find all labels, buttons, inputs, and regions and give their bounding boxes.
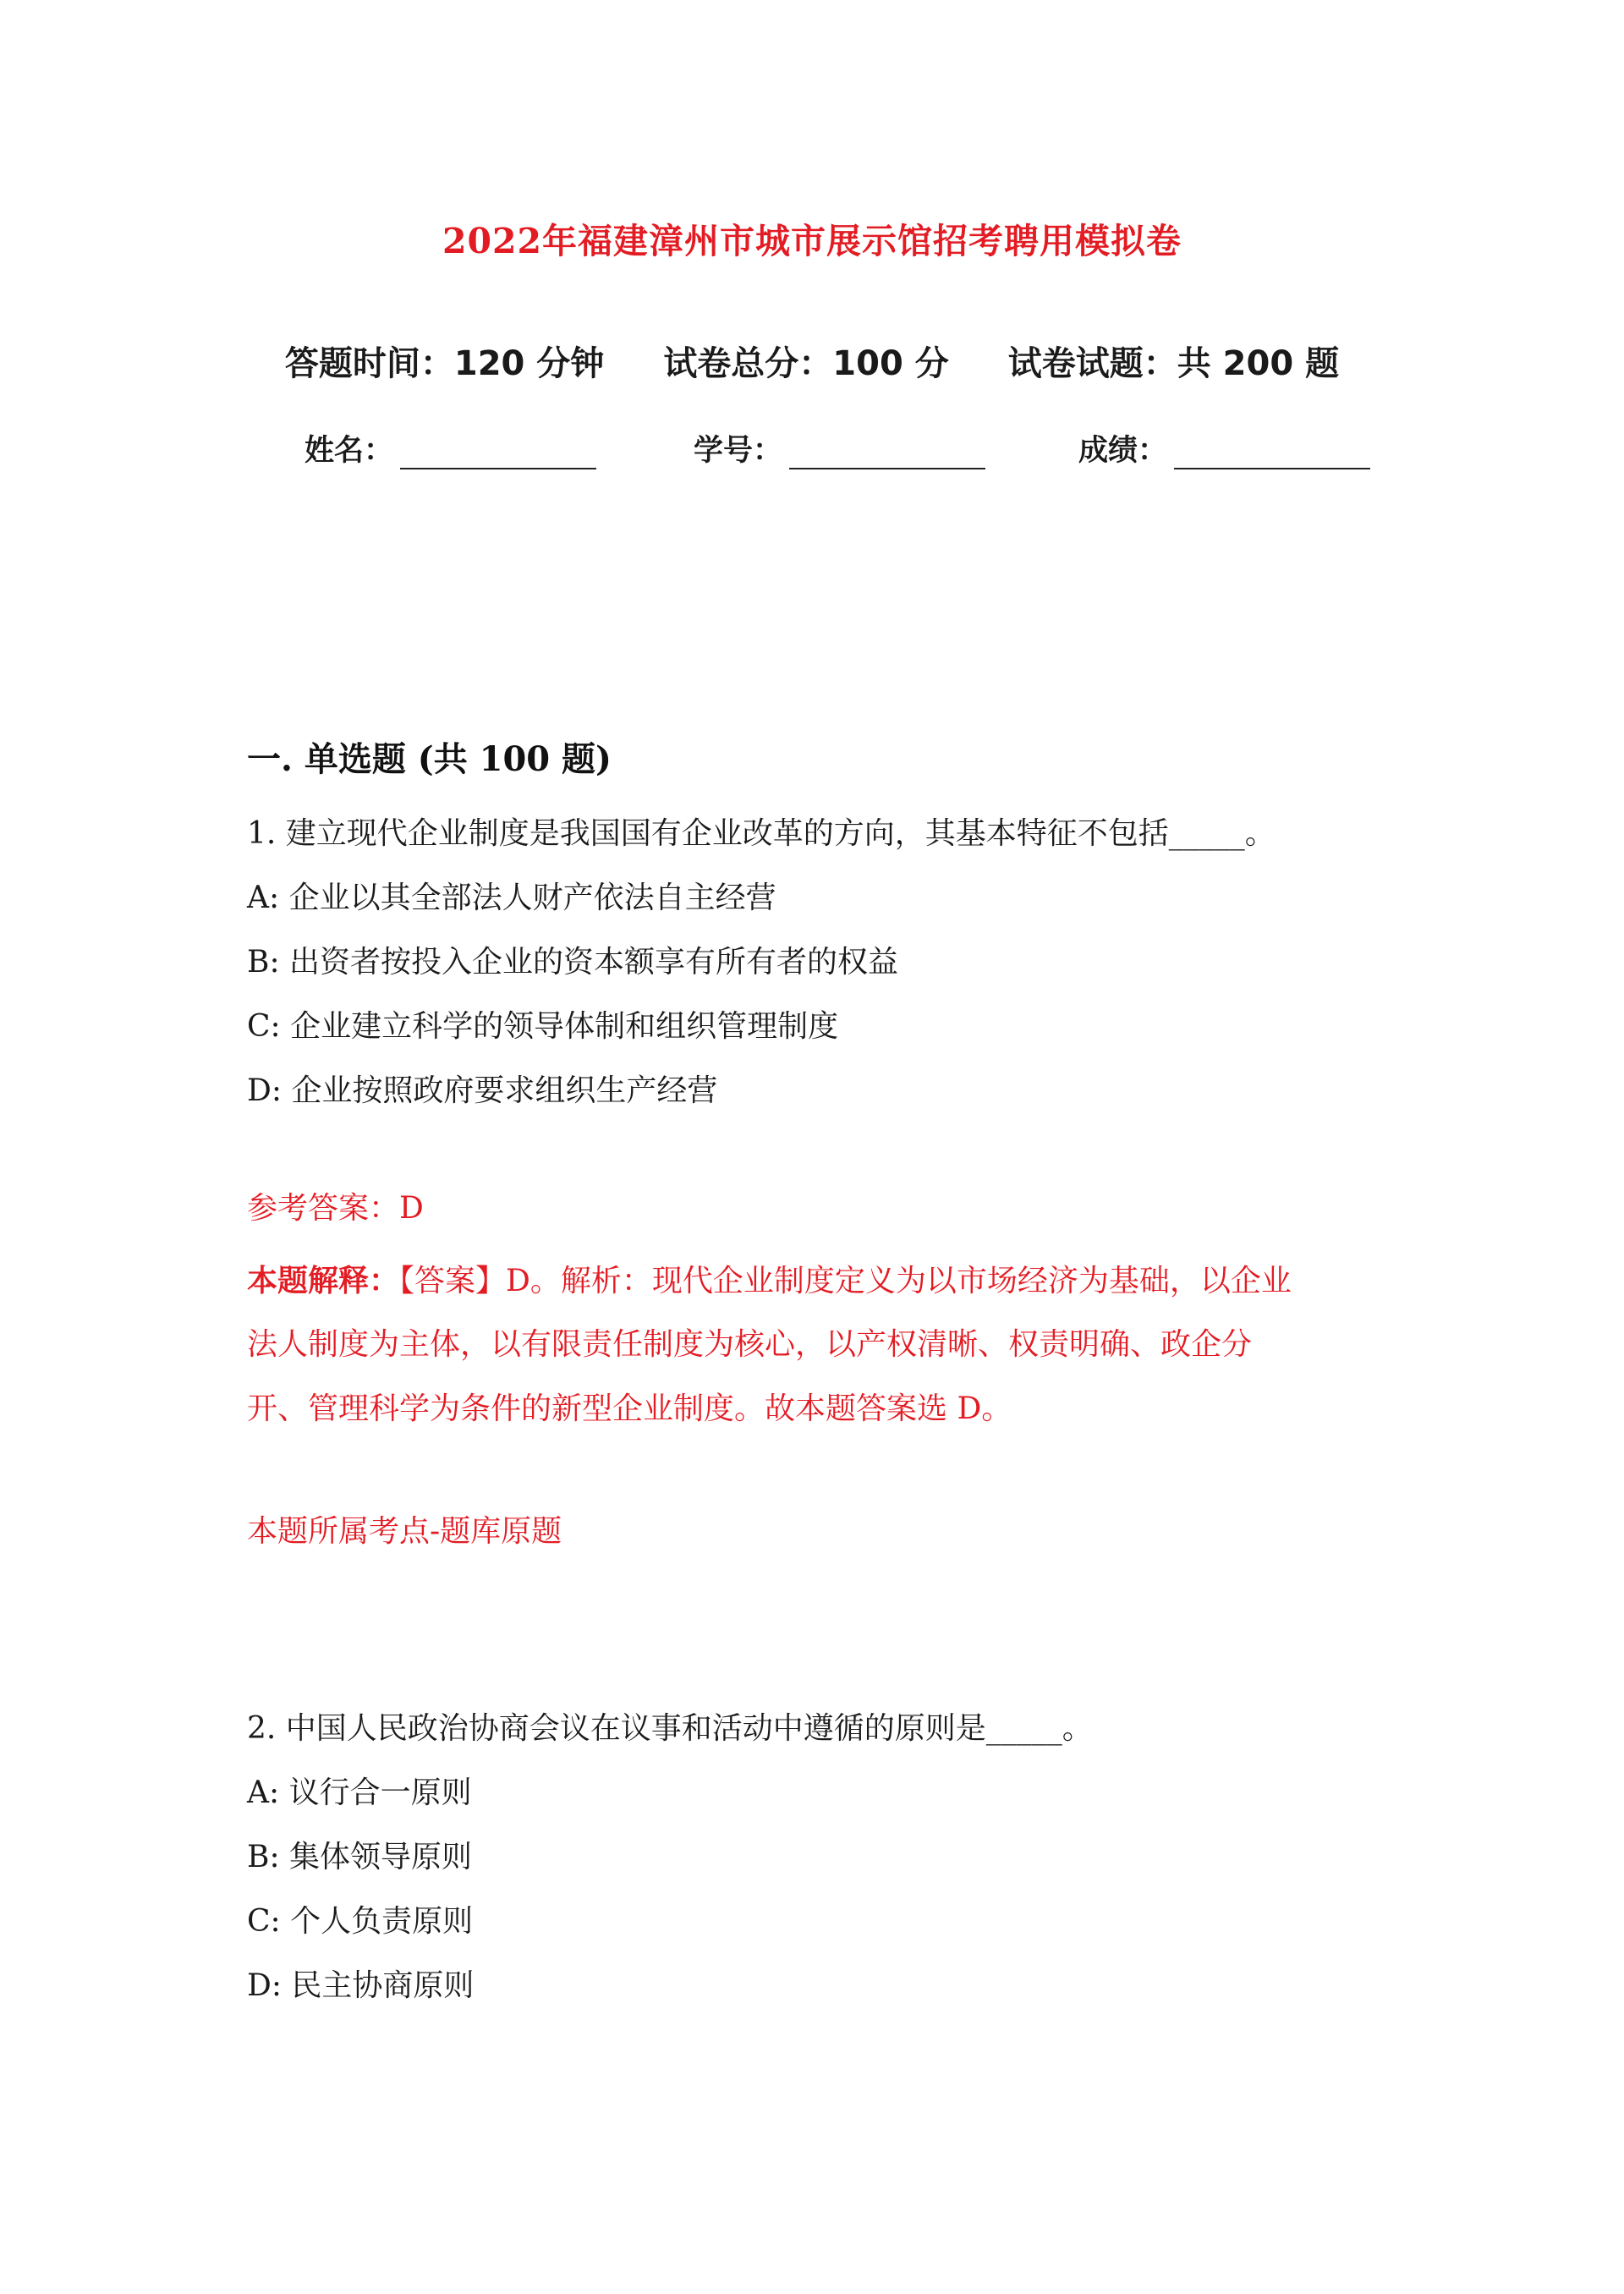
section-heading: 一. 单选题 (共 100 题): [247, 739, 612, 779]
exam-total-score: 试卷总分：100 分: [663, 344, 949, 383]
option-d: D: 民主协商原则: [247, 1968, 475, 2003]
student-info: [304, 427, 1370, 478]
question-1: [247, 802, 1397, 1123]
name-field[interactable]: [304, 427, 596, 469]
name-label: 姓名：: [304, 434, 394, 468]
exam-title: 2022年福建漳州市城市展示馆招考聘用模拟卷: [442, 221, 1182, 261]
option-c: C: 企业建立科学的领导体制和组织管理制度: [247, 1009, 839, 1044]
question-stem: 2. 中国人民政治协商会议在议事和活动中遵循的原则是_____。: [247, 1711, 1093, 1746]
student-id-field[interactable]: [694, 427, 985, 469]
student-id-label: 学号：: [694, 434, 783, 468]
exam-time: 答题时间：120 分钟: [284, 344, 605, 383]
option-a: A: 议行合一原则: [247, 1775, 472, 1810]
question-stem: 1. 建立现代企业制度是我国国有企业改革的方向，其基本特征不包括_____。: [247, 816, 1276, 851]
answer-text: 参考答案：D: [247, 1191, 424, 1226]
question-2: [247, 1697, 1397, 2018]
name-blank[interactable]: [400, 434, 596, 469]
explanation-text-1: 【答案】D。解析：现代企业制度定义为以市场经济为基础，以企业: [399, 1264, 1292, 1298]
grade-field[interactable]: [1078, 427, 1370, 469]
explanation-line-3: 开、管理科学为条件的新型企业制度。故本题答案选 D。: [247, 1391, 1012, 1426]
grade-label: 成绩：: [1078, 434, 1168, 468]
grade-blank[interactable]: [1174, 434, 1370, 469]
student-id-blank[interactable]: [789, 434, 985, 469]
option-b: B: 出资者按投入企业的资本额享有所有者的权益: [247, 945, 899, 980]
option-c: C: 个人负责原则: [247, 1904, 474, 1939]
knowledge-point: 本题所属考点-题库原题: [247, 1514, 562, 1549]
exam-meta: [0, 337, 1624, 385]
explanation-line-1: [247, 1249, 1397, 1313]
explanation-label: 本题解释：: [247, 1263, 400, 1298]
option-b: B: 集体领导原则: [247, 1840, 473, 1874]
exam-question-count: 试卷试题：共 200 题: [1007, 344, 1340, 383]
explanation-line-2: 法人制度为主体，以有限责任制度为核心，以产权清晰、权责明确、政企分: [247, 1327, 1253, 1362]
explanation: [247, 1249, 1397, 1441]
option-a: A: 企业以其全部法人财产依法自主经营: [247, 881, 776, 915]
option-d: D: 企业按照政府要求组织生产经营: [247, 1073, 718, 1108]
